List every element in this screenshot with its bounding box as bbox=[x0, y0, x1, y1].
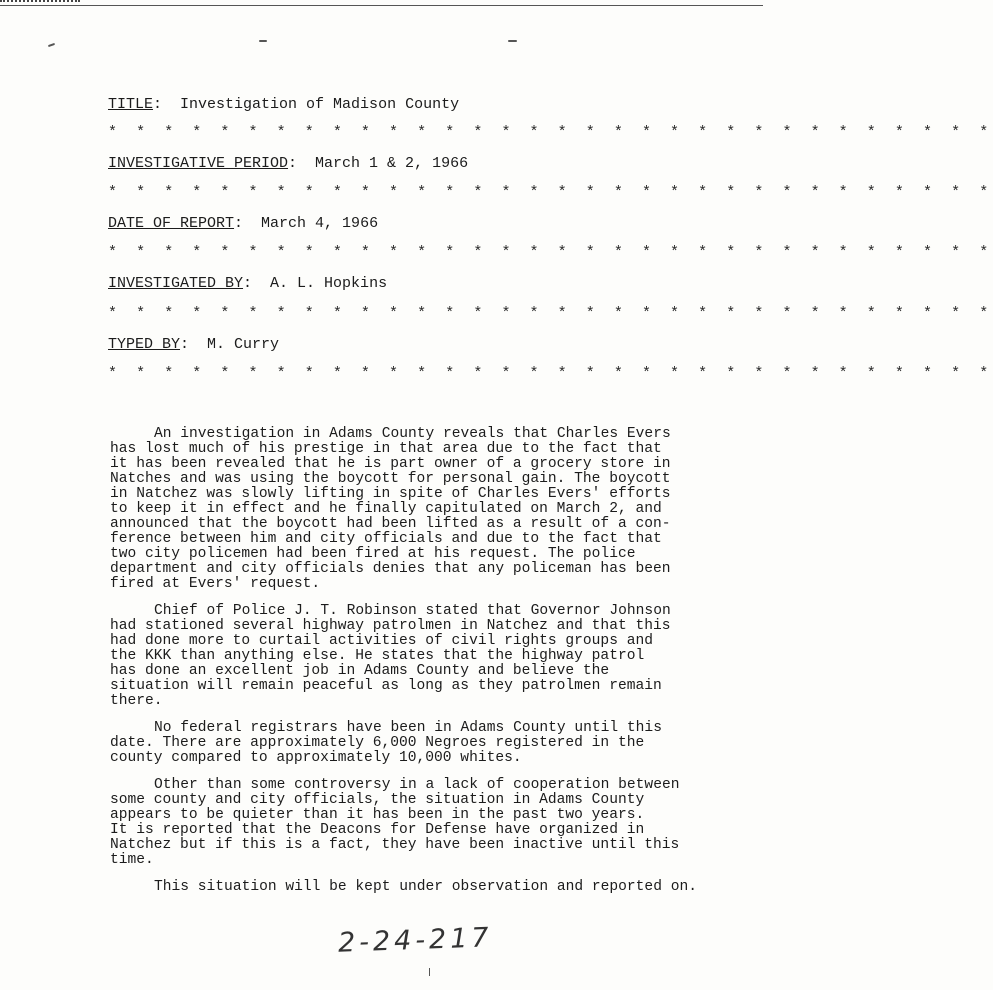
period-field: INVESTIGATIVE PERIOD: March 1 & 2, 1966 bbox=[108, 155, 469, 172]
separator-1: * * * * * * * * * * * * * * * * * * * * * * * * * * * * * * * * bbox=[108, 124, 993, 141]
investigator-value: A. L. Hopkins bbox=[270, 275, 388, 292]
paragraph-3: No federal registrars have been in Adams County until this date. There are approximately 6,000 Negroes registered in the county compared to approximately 10,000 whites. bbox=[110, 720, 662, 766]
handwritten-file-number: 2-24-217 bbox=[337, 922, 494, 959]
date-value: March 4, 1966 bbox=[261, 215, 379, 232]
title-field: TITLE: Investigation of Madison County bbox=[108, 96, 460, 113]
separator-2: * * * * * * * * * * * * * * * * * * * * * * * * * * * * * * * * bbox=[108, 184, 993, 201]
date-field: DATE OF REPORT: March 4, 1966 bbox=[108, 215, 379, 232]
investigator-field: INVESTIGATED BY: A. L. Hopkins bbox=[108, 275, 388, 292]
paragraph-1: An investigation in Adams County reveals that Charles Evers has lost much of his prestige in that area due to the fact that it has been revealed that he is part owner of a grocery store in Natches and was using the boycott for personal gain. The boycott in Natchez was slowly lifting in spite of Charles Evers' efforts to keep it in effect and he finally capitulated on March 2, and announced that the boycott had been lifted as a result of a con- ference between him and city officials and due to the fact that two city policemen had been fired at his request. The police department and city officials denies that any policeman has been fired at Evers' request. bbox=[110, 426, 671, 592]
typist-value: M. Curry bbox=[207, 336, 280, 353]
title-label: TITLE bbox=[108, 96, 154, 113]
corner-dots bbox=[0, 0, 80, 4]
date-label: DATE OF REPORT bbox=[108, 215, 235, 232]
report-body bbox=[110, 427, 720, 907]
typist-field: TYPED BY: M. Curry bbox=[108, 336, 280, 353]
typist-label: TYPED BY bbox=[108, 336, 181, 353]
separator-5: * * * * * * * * * * * * * * * * * * * * * * * * * * * * * * * * bbox=[108, 365, 993, 382]
period-value: March 1 & 2, 1966 bbox=[315, 155, 469, 172]
investigator-label: INVESTIGATED BY bbox=[108, 275, 244, 292]
paragraph-5: This situation will be kept under observation and reported on. bbox=[154, 879, 697, 895]
title-value: Investigation of Madison County bbox=[180, 96, 460, 113]
ink-mark bbox=[429, 968, 430, 976]
period-label: INVESTIGATIVE PERIOD bbox=[108, 155, 289, 172]
paragraph-4: Other than some controversy in a lack of cooperation between some county and city officials, the situation in Adams County appears to be quieter than it has been in the past two years. It is reported that the Deacons for Defense have organized in Natchez but if this is a fact, they have been inactive until this time. bbox=[110, 777, 680, 868]
paragraph-2: Chief of Police J. T. Robinson stated that Governor Johnson had stationed several highway patrolmen in Natchez and that this had done more to curtail activities of civil rights groups and the KKK than anything else. He states that the highway patrol has done an excellent job in Adams County and believe the situation will remain peaceful as long as they patrolmen remain there. bbox=[110, 603, 671, 709]
separator-4: * * * * * * * * * * * * * * * * * * * * * * * * * * * * * * * * bbox=[108, 305, 993, 322]
top-rule bbox=[0, 5, 763, 6]
separator-3: * * * * * * * * * * * * * * * * * * * * * * * * * * * * * * * * bbox=[108, 244, 993, 261]
